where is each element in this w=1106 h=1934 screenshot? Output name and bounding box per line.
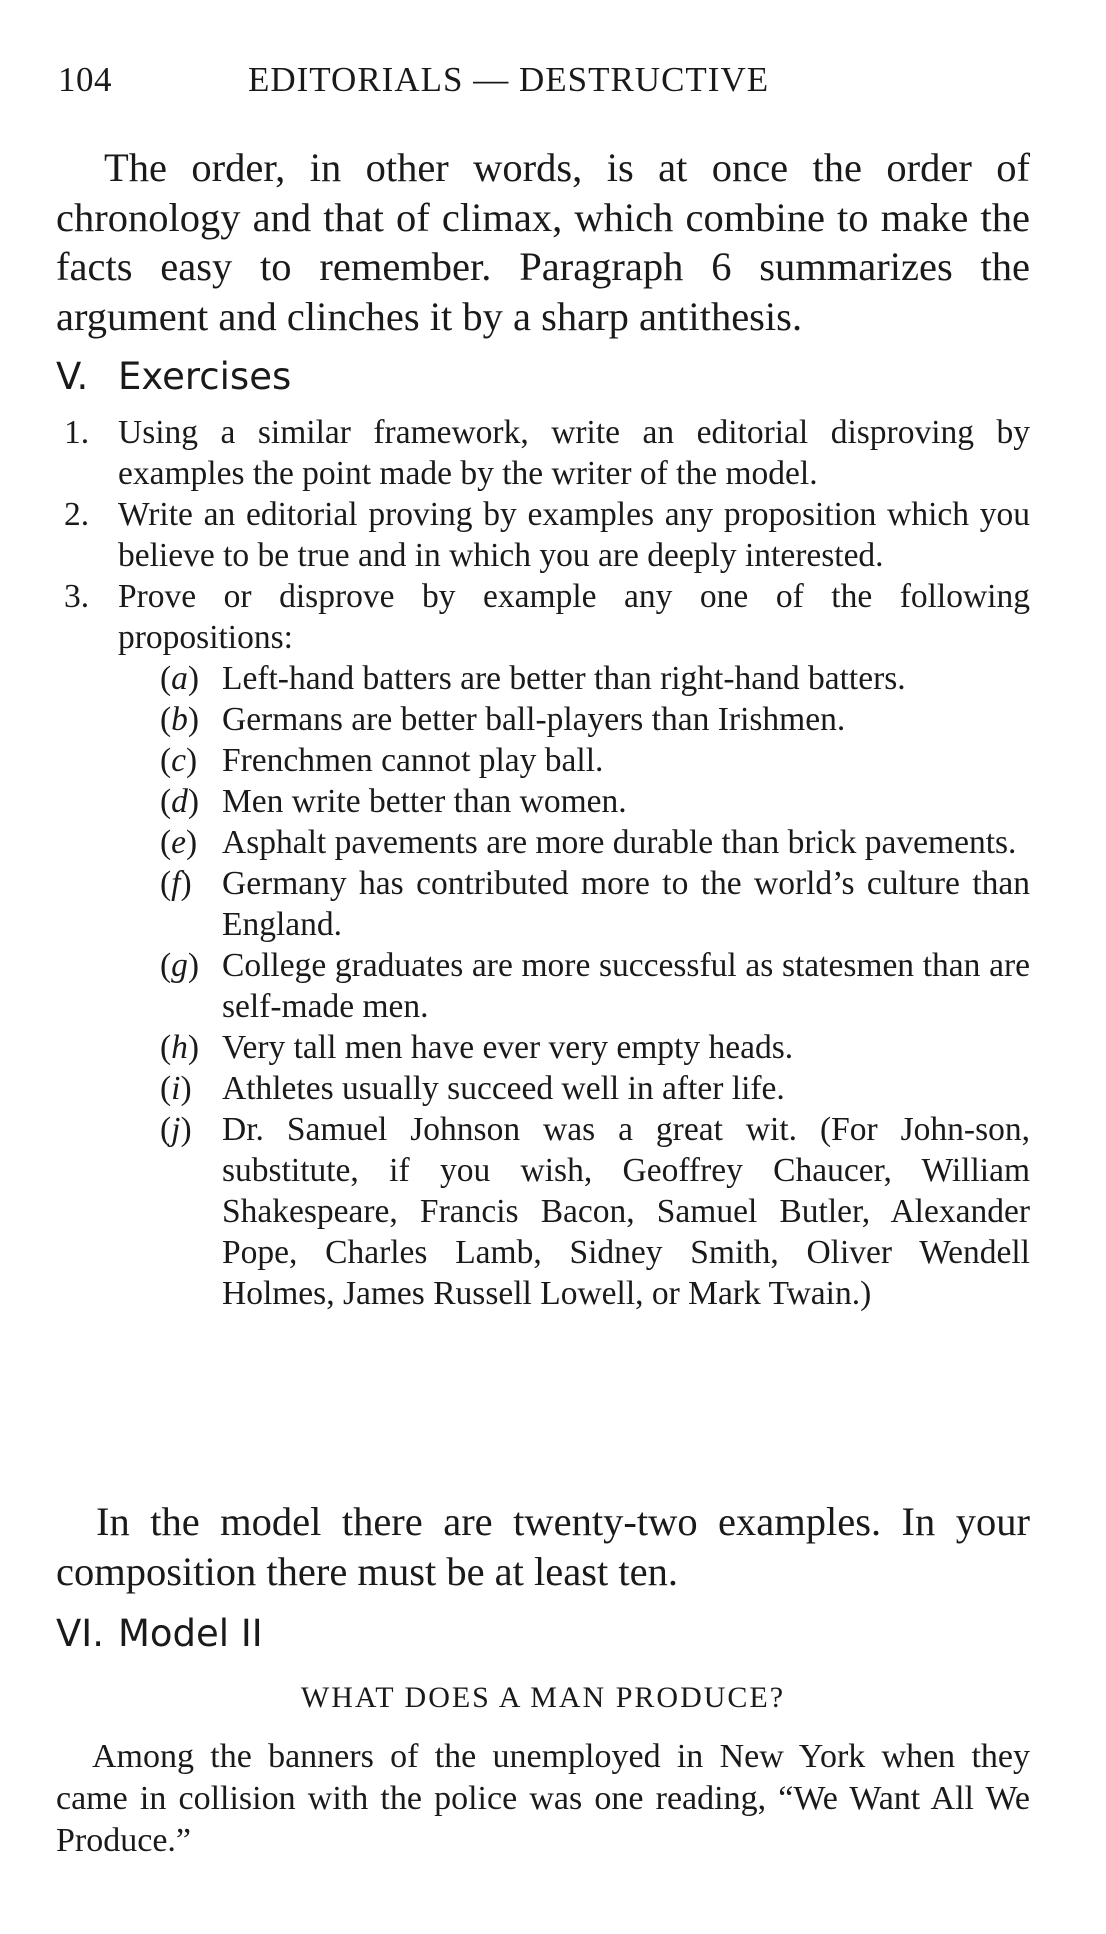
- page-number: 104: [58, 60, 112, 99]
- proposition-item: [160, 863, 1030, 945]
- model-paragraph: [56, 1736, 1030, 1862]
- proposition-letter: (f): [160, 865, 192, 902]
- proposition-text: Very tall men have ever very empty heads.: [222, 1029, 794, 1066]
- section-vi-title: Model II: [118, 1612, 263, 1655]
- proposition-text: Left-hand batters are better than right-hand batters.: [222, 660, 906, 697]
- proposition-letter: (i): [160, 1070, 192, 1107]
- exercise-text: Write an editorial proving by examples any proposition which you believe to be true and in which you are deeply interested.: [118, 496, 1030, 574]
- intro-paragraph: [56, 143, 1030, 341]
- proposition-letter: (h): [160, 1029, 200, 1066]
- proposition-letter: (j): [160, 1111, 192, 1148]
- closing-paragraph-text: In the model there are twenty-two examples. In your composition there must be at least ten.: [56, 1499, 1030, 1594]
- proposition-item: [160, 658, 1030, 699]
- proposition-list: [64, 658, 1030, 1314]
- proposition-text: Athletes usually succeed well in after life.: [222, 1070, 785, 1107]
- proposition-item: [160, 822, 1030, 863]
- exercise-number: 3.: [64, 578, 90, 615]
- proposition-letter: (d): [160, 783, 200, 820]
- section-v-number: V.: [56, 355, 89, 398]
- proposition-text: College graduates are more successful as statesmen than are self-made men.: [222, 947, 1030, 1025]
- proposition-letter: (b): [160, 701, 200, 738]
- proposition-text: Germans are better ball-players than Irishmen.: [222, 701, 846, 738]
- page-header: [58, 60, 1046, 110]
- proposition-text: Dr. Samuel Johnson was a great wit. (For John-son, substitute, if you wish, Geoffrey Chaucer, William Shakespeare, Francis Bacon, Samuel Butler, Alexander Pope, Charles Lamb, Sidney Smith, Oliver Wendell Holmes, James Russell Lowell, or Mark Twain.): [222, 1111, 1030, 1312]
- exercise-list: [64, 412, 1030, 1314]
- exercise-number: 2.: [64, 496, 90, 533]
- model-title: WHAT DOES A MAN PRODUCE?: [300, 1681, 786, 1714]
- exercise-item: [64, 576, 1030, 658]
- running-title: EDITORIALS — DESTRUCTIVE: [248, 60, 770, 99]
- closing-paragraph: [56, 1497, 1030, 1596]
- section-v-title: Exercises: [118, 355, 292, 398]
- proposition-letter: (a): [160, 660, 200, 697]
- proposition-item: [160, 945, 1030, 1027]
- proposition-text: Asphalt pavements are more durable than brick pavements.: [222, 824, 1017, 861]
- exercise-item: [64, 412, 1030, 494]
- proposition-text: Germany has contributed more to the world’s culture than England.: [222, 865, 1030, 943]
- proposition-letter: (c): [160, 742, 198, 779]
- proposition-item: [160, 1109, 1030, 1314]
- proposition-text: Frenchmen cannot play ball.: [222, 742, 604, 779]
- proposition-item: [160, 740, 1030, 781]
- proposition-item: [160, 781, 1030, 822]
- proposition-letter: (g): [160, 947, 200, 984]
- section-v-heading: [56, 355, 291, 398]
- proposition-item: [160, 699, 1030, 740]
- section-vi-heading: [56, 1612, 263, 1655]
- exercise-text: Prove or disprove by example any one of the following propositions:: [118, 578, 1030, 656]
- proposition-text: Men write better than women.: [222, 783, 627, 820]
- intro-paragraph-text: The order, in other words, is at once the order of chronology and that of climax, which combine to make the facts easy to remember. Paragraph 6 summarizes the argument and clinches it by a sharp antithesis.: [56, 145, 1030, 339]
- model-paragraph-text: Among the banners of the unemployed in New York when they came in collision with the police was one reading, “We Want All We Produce.”: [56, 1738, 1030, 1859]
- exercise-text: Using a similar framework, write an editorial disproving by examples the point made by the writer of the model.: [118, 414, 1030, 492]
- proposition-item: [160, 1027, 1030, 1068]
- section-vi-number: VI.: [56, 1612, 104, 1655]
- proposition-letter: (e): [160, 824, 198, 861]
- exercise-item: [64, 494, 1030, 576]
- proposition-item: [160, 1068, 1030, 1109]
- exercise-number: 1.: [64, 414, 90, 451]
